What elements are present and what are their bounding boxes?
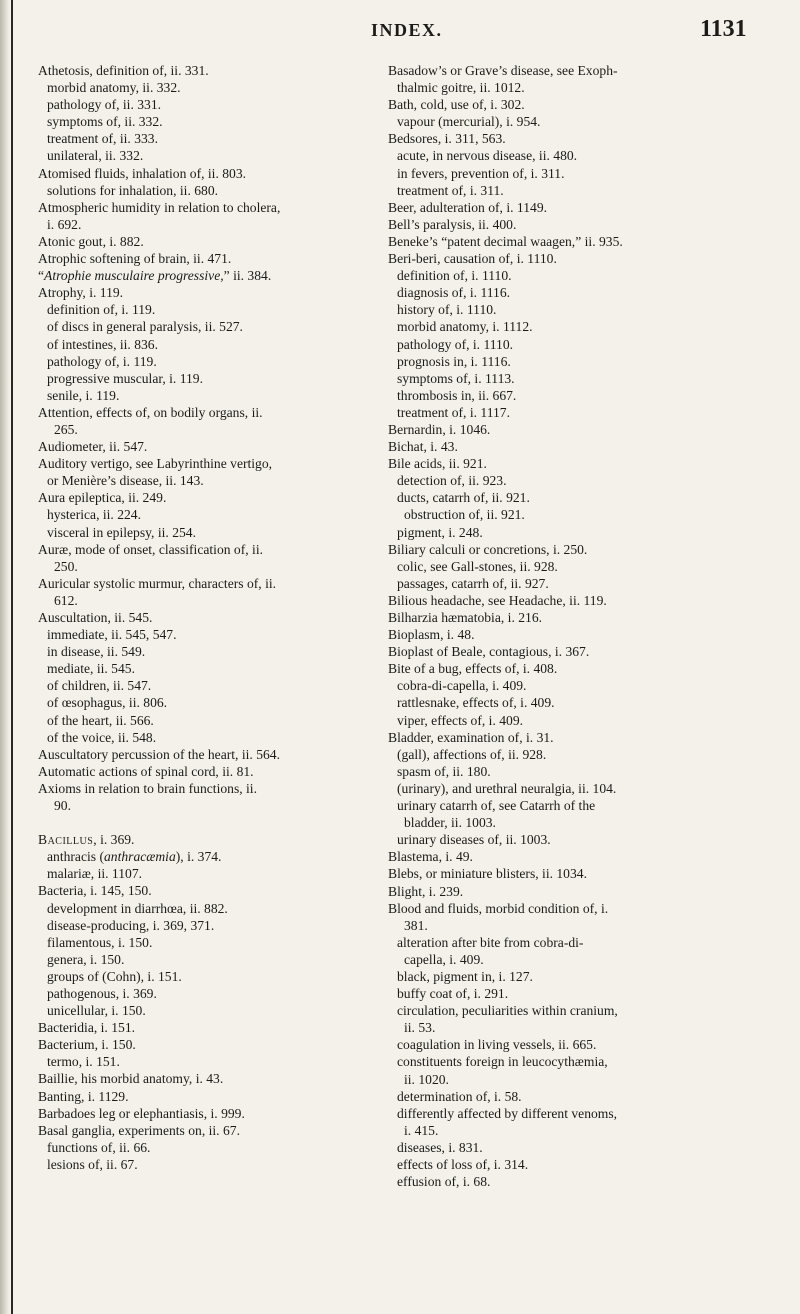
index-entry: Baillie, his morbid anatomy, i. 43. bbox=[38, 1071, 224, 1087]
index-subentry: passages, catarrh of, ii. 927. bbox=[397, 575, 549, 591]
index-continuation: ii. 1020. bbox=[404, 1071, 449, 1087]
index-subentry: pathology of, i. 1110. bbox=[397, 336, 514, 352]
index-subentry: circulation, peculiarities within cranium, bbox=[397, 1003, 618, 1019]
index-subentry: determination of, i. 58. bbox=[397, 1088, 522, 1104]
index-continuation: 612. bbox=[54, 592, 78, 608]
index-subentry: mediate, ii. 545. bbox=[47, 661, 135, 677]
index-subentry: progressive muscular, i. 119. bbox=[47, 370, 204, 386]
index-continuation: bladder, ii. 1003. bbox=[404, 815, 496, 831]
index-subentry: rattlesnake, effects of, i. 409. bbox=[397, 695, 555, 711]
index-subentry: thalmic goitre, ii. 1012. bbox=[397, 80, 525, 96]
index-entry: Basal ganglia, experiments on, ii. 67. bbox=[38, 1122, 240, 1138]
index-entry: Bedsores, i. 311, 563. bbox=[388, 131, 506, 147]
index-subentry: pigment, i. 248. bbox=[397, 524, 483, 540]
index-subentry: (urinary), and urethral neuralgia, ii. 104. bbox=[397, 780, 617, 796]
index-subentry: of the heart, ii. 566. bbox=[47, 712, 154, 728]
index-continuation: ii. 53. bbox=[404, 1020, 436, 1036]
index-entry: Auditory vertigo, see Labyrinthine vertigo, bbox=[38, 456, 273, 472]
index-entry: Aura epileptica, ii. 249. bbox=[38, 490, 167, 506]
index-subentry: symptoms of, i. 1113. bbox=[397, 370, 515, 386]
index-subentry: buffy coat of, i. 291. bbox=[397, 986, 509, 1002]
index-subentry: of discs in general paralysis, ii. 527. bbox=[47, 319, 243, 335]
index-entry: Blebs, or miniature blisters, ii. 1034. bbox=[388, 866, 587, 882]
index-subentry: in fevers, prevention of, i. 311. bbox=[397, 165, 565, 181]
index-subentry: symptoms of, ii. 332. bbox=[47, 114, 163, 130]
index-subentry: development in diarrhœa, ii. 882. bbox=[47, 900, 228, 916]
index-entry: Bilharzia hæmatobia, i. 216. bbox=[388, 610, 543, 625]
index-entry: Barbadoes leg or elephantiasis, i. 999. bbox=[38, 1105, 245, 1121]
index-subentry: of children, ii. 547. bbox=[47, 678, 152, 694]
index-subentry: morbid anatomy, ii. 332. bbox=[47, 80, 181, 96]
index-entry: Axioms in relation to brain functions, ii. bbox=[38, 780, 257, 796]
index-continuation: obstruction of, ii. 921. bbox=[404, 507, 525, 523]
index-entry: Bell’s paralysis, ii. 400. bbox=[388, 216, 517, 232]
index-subentry: of the voice, ii. 548. bbox=[47, 729, 157, 745]
index-subentry: pathology of, i. 119. bbox=[47, 353, 157, 369]
index-entry: Athetosis, definition of, ii. 331. bbox=[38, 63, 209, 78]
index-entry: Atrophic softening of brain, ii. 471. bbox=[38, 251, 232, 267]
index-subentry: differently affected by different venoms, bbox=[397, 1105, 618, 1121]
index-entry: Bath, cold, use of, i. 302. bbox=[388, 97, 525, 113]
index-column-right bbox=[388, 62, 770, 1190]
index-subentry: treatment of, i. 1117. bbox=[397, 404, 510, 420]
index-subentry: groups of (Cohn), i. 151. bbox=[47, 968, 182, 984]
index-subentry: malariæ, ii. 1107. bbox=[47, 866, 143, 882]
index-subentry: anthracis (anthracæmia), i. 374. bbox=[47, 849, 222, 865]
index-entry: Bichat, i. 43. bbox=[388, 439, 458, 455]
index-entry: Bacteridia, i. 151. bbox=[38, 1020, 136, 1036]
index-subentry: immediate, ii. 545, 547. bbox=[47, 627, 177, 643]
index-entry: Bernardin, i. 1046. bbox=[388, 421, 491, 437]
index-entry: Biliary calculi or concretions, i. 250. bbox=[388, 541, 588, 557]
index-entry: Atonic gout, i. 882. bbox=[38, 233, 144, 249]
index-continuation: i. 415. bbox=[404, 1122, 439, 1138]
index-entry: Bile acids, ii. 921. bbox=[388, 456, 487, 472]
index-subentry: visceral in epilepsy, ii. 254. bbox=[47, 524, 196, 540]
index-entry: “Atrophie musculaire progressive,” ii. 384. bbox=[38, 268, 272, 284]
index-entry: Audiometer, ii. 547. bbox=[38, 439, 148, 455]
index-entry: Auricular systolic murmur, characters of, ii. bbox=[38, 575, 277, 591]
index-subentry: filamentous, i. 150. bbox=[47, 934, 153, 950]
index-subentry: diagnosis of, i. 1116. bbox=[397, 285, 511, 301]
index-subentry: senile, i. 119. bbox=[47, 387, 120, 403]
index-entry: Atomised fluids, inhalation of, ii. 803. bbox=[38, 165, 247, 181]
index-column-left bbox=[38, 62, 390, 1173]
index-subentry: hysterica, ii. 224. bbox=[47, 507, 142, 523]
index-entry: Bioplasm, i. 48. bbox=[388, 627, 475, 643]
index-subentry: vapour (mercurial), i. 954. bbox=[397, 114, 541, 130]
index-subentry: viper, effects of, i. 409. bbox=[397, 712, 524, 728]
index-entry: Blood and fluids, morbid condition of, i. bbox=[388, 900, 609, 916]
index-subentry: genera, i. 150. bbox=[47, 951, 125, 967]
index-entry: Bacillus, i. 369. bbox=[38, 832, 135, 848]
index-subentry: acute, in nervous disease, ii. 480. bbox=[397, 148, 578, 164]
page-edge-rule bbox=[11, 0, 13, 1314]
running-title: INDEX. bbox=[371, 20, 443, 40]
index-subentry: in disease, ii. 549. bbox=[47, 644, 146, 660]
index-subentry: functions of, ii. 66. bbox=[47, 1139, 151, 1155]
index-entry: Bioplast of Beale, contagious, i. 367. bbox=[388, 644, 590, 660]
index-continuation: 265. bbox=[54, 421, 78, 437]
index-entry: Attention, effects of, on bodily organs, ii. bbox=[38, 404, 263, 420]
index-subentry: (gall), affections of, ii. 928. bbox=[397, 746, 547, 762]
index-entry: Beri-beri, causation of, i. 1110. bbox=[388, 251, 557, 267]
index-continuation: 250. bbox=[54, 558, 78, 574]
index-subentry: treatment of, ii. 333. bbox=[47, 131, 158, 147]
index-entry: Auscultation, ii. 545. bbox=[38, 610, 153, 625]
index-entry: Bacteria, i. 145, 150. bbox=[38, 883, 152, 899]
index-entry: Bite of a bug, effects of, i. 408. bbox=[388, 661, 558, 677]
index-entry: Basadow’s or Grave’s disease, see Exoph- bbox=[388, 63, 618, 78]
index-subentry: urinary diseases of, ii. 1003. bbox=[397, 832, 551, 848]
index-entry: Beer, adulteration of, i. 1149. bbox=[388, 199, 548, 215]
index-entry: Blastema, i. 49. bbox=[388, 849, 473, 865]
index-entry: Bladder, examination of, i. 31. bbox=[388, 729, 554, 745]
index-subentry: pathology of, ii. 331. bbox=[47, 97, 162, 113]
index-subentry: solutions for inhalation, ii. 680. bbox=[47, 182, 219, 198]
index-entry: Blight, i. 239. bbox=[388, 883, 464, 899]
index-entry: Bacterium, i. 150. bbox=[38, 1037, 136, 1053]
index-subentry: i. 692. bbox=[47, 216, 82, 232]
index-subentry: thrombosis in, ii. 667. bbox=[397, 387, 517, 403]
index-subentry: alteration after bite from cobra-di- bbox=[397, 934, 584, 950]
page-number: 1131 bbox=[700, 16, 747, 42]
index-subentry: urinary catarrh of, see Catarrh of the bbox=[397, 798, 596, 814]
index-subentry: of œsophagus, ii. 806. bbox=[47, 695, 168, 711]
index-entry: Auscultatory percussion of the heart, ii. 564. bbox=[38, 746, 280, 762]
index-subentry: cobra-di-capella, i. 409. bbox=[397, 678, 527, 694]
section-gap bbox=[38, 814, 390, 831]
index-subentry: pathogenous, i. 369. bbox=[47, 985, 157, 1001]
index-subentry: of intestines, ii. 836. bbox=[47, 336, 159, 352]
index-subentry: colic, see Gall-stones, ii. 928. bbox=[397, 558, 558, 574]
index-subentry: lesions of, ii. 67. bbox=[47, 1156, 138, 1172]
index-continuation: 381. bbox=[404, 917, 428, 933]
index-subentry: definition of, i. 1110. bbox=[397, 268, 512, 284]
index-subentry: morbid anatomy, i. 1112. bbox=[397, 319, 533, 335]
index-subentry: prognosis in, i. 1116. bbox=[397, 353, 511, 369]
index-entry: Automatic actions of spinal cord, ii. 81. bbox=[38, 763, 254, 779]
index-entry: Atrophy, i. 119. bbox=[38, 285, 124, 301]
index-subentry: or Menière’s disease, ii. 143. bbox=[47, 473, 204, 489]
index-subentry: detection of, ii. 923. bbox=[397, 473, 507, 489]
index-subentry: diseases, i. 831. bbox=[397, 1139, 483, 1155]
index-subentry: effusion of, i. 68. bbox=[397, 1174, 491, 1190]
index-subentry: constituents foreign in leucocythæmia, bbox=[397, 1054, 608, 1070]
index-entry: Beneke’s “patent decimal waagen,” ii. 935. bbox=[388, 233, 623, 249]
index-subentry: definition of, i. 119. bbox=[47, 302, 156, 318]
index-subentry: effects of loss of, i. 314. bbox=[397, 1157, 529, 1172]
index-entry: Banting, i. 1129. bbox=[38, 1088, 129, 1104]
index-subentry: termo, i. 151. bbox=[47, 1054, 120, 1070]
index-subentry: coagulation in living vessels, ii. 665. bbox=[397, 1037, 597, 1053]
page-header bbox=[0, 16, 800, 52]
index-subentry: disease-producing, i. 369, 371. bbox=[47, 917, 215, 933]
index-entry: Auræ, mode of onset, classification of, ii. bbox=[38, 541, 264, 557]
index-subentry: spasm of, ii. 180. bbox=[397, 763, 491, 779]
page-edge-shadow bbox=[0, 0, 10, 1314]
index-continuation: capella, i. 409. bbox=[404, 951, 484, 967]
index-subentry: black, pigment in, i. 127. bbox=[397, 968, 533, 984]
index-entry: Atmospheric humidity in relation to cholera, bbox=[38, 199, 281, 215]
index-subentry: unicellular, i. 150. bbox=[47, 1003, 146, 1019]
index-subentry: unilateral, ii. 332. bbox=[47, 148, 144, 164]
index-subentry: treatment of, i. 311. bbox=[397, 182, 504, 198]
index-continuation: 90. bbox=[54, 798, 71, 814]
index-entry: Bilious headache, see Headache, ii. 119. bbox=[388, 592, 607, 608]
index-subentry: ducts, catarrh of, ii. 921. bbox=[397, 490, 530, 506]
index-subentry: history of, i. 1110. bbox=[397, 302, 497, 318]
